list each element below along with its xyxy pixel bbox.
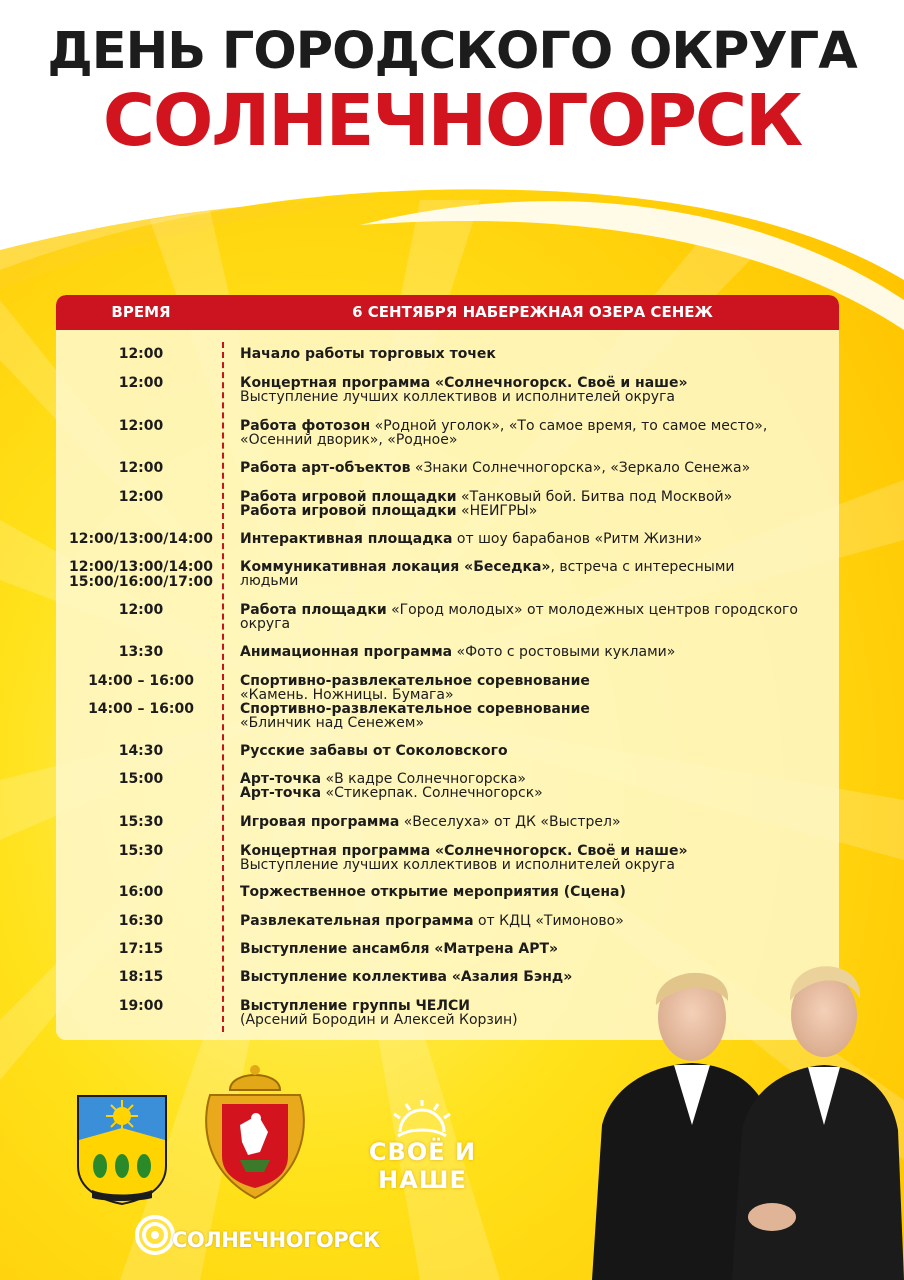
row-time-text: 12:00 [118, 489, 164, 505]
row-event [240, 702, 835, 730]
event-details: «Родной уголок», «То самое время, то самое место», [370, 418, 768, 434]
event-title: Выступление коллектива «Азалия Бэнд» [240, 969, 573, 985]
event-line-2: «Осенний дворик», «Родное» [240, 432, 458, 448]
row-event [240, 532, 835, 546]
row-time-text: 17:15 [118, 941, 164, 957]
event-line-1 [240, 603, 835, 617]
row-event [240, 744, 835, 758]
event-title: Русские забавы от Соколовского [240, 743, 508, 759]
event-details: «В кадре Солнечногорска» [321, 771, 526, 787]
event-line-1 [240, 532, 835, 546]
row-time [56, 603, 226, 618]
event-line-1 [240, 815, 835, 829]
row-time [56, 419, 226, 434]
row-time [56, 674, 226, 689]
event-title: Выступление ансамбля «Матрена АРТ» [240, 941, 559, 957]
event-line-1 [240, 744, 835, 758]
row-event [240, 645, 835, 659]
row-time-text: 18:15 [118, 969, 164, 985]
event-title: Арт-точка [240, 771, 322, 787]
title-line-2: СОЛНЕЧНОГОРСК [102, 79, 802, 162]
row-time [56, 815, 226, 830]
event-line-1 [240, 347, 835, 361]
row-event [240, 914, 835, 928]
row-event [240, 815, 835, 829]
solnechnogorsk-logo-text: СОЛНЕЧНОГОРСК [172, 1228, 380, 1252]
row-time-text: 15:30 [118, 843, 164, 859]
title-line-1: ДЕНЬ ГОРОДСКОГО ОКРУГА [47, 22, 857, 81]
event-details: «Знаки Солнечногорска», «Зеркало Сенежа» [410, 460, 751, 476]
row-time-text: 12:00 [118, 602, 164, 618]
event-title: Концертная программа «Солнечногорск. Своё и наше» [240, 843, 688, 859]
row-time [56, 914, 226, 929]
row-time [56, 347, 226, 362]
moscow-region-emblem-icon [200, 1060, 310, 1200]
chelsea-band-photo [592, 955, 904, 1280]
event-line-1 [240, 844, 835, 858]
row-time [56, 844, 226, 859]
event-line-2: «Блинчик над Сенежем» [240, 715, 425, 731]
event-line-2: округа [240, 616, 291, 632]
event-line-1 [240, 645, 835, 659]
row-time-text: 15:30 [118, 814, 164, 830]
row-time-text: 14:30 [118, 743, 164, 759]
event-details-2: «Стикерпак. Солнечногорск» [321, 785, 543, 801]
event-details: «Веселуха» от ДК «Выстрел» [399, 814, 621, 830]
row-time-text: 16:30 [118, 913, 164, 929]
event-title: Работа фотозон [240, 418, 371, 434]
event-title: Коммуникативная локация «Беседка» [240, 559, 551, 575]
city-coat-of-arms-icon [76, 1094, 168, 1206]
row-time-text: 15:00 [118, 771, 164, 787]
schedule-rows [56, 295, 839, 1040]
event-line-1 [240, 914, 835, 928]
svoe-i-nashe-logo-text: СВОЁ И НАШЕ [368, 1138, 477, 1194]
row-event [240, 942, 835, 956]
event-line-2: «Камень. Ножницы. Бумага» [240, 687, 454, 703]
row-time [56, 772, 226, 787]
event-title-2: Работа игровой площадки [240, 503, 457, 519]
row-time [56, 702, 226, 717]
row-time [56, 560, 226, 590]
row-time-text: 12:00/13:00/14:00 [69, 559, 213, 575]
row-time [56, 461, 226, 476]
event-title: Работа площадки [240, 602, 387, 618]
event-line-2: людьми [240, 573, 299, 589]
row-time [56, 532, 226, 547]
event-line-1 [240, 461, 835, 475]
event-title: Концертная программа «Солнечногорск. Своё и наше» [240, 375, 688, 391]
event-details: , встреча с интересными [550, 559, 735, 575]
event-line-3 [240, 786, 835, 800]
event-details-2: «НЕИГРЫ» [456, 503, 538, 519]
event-title: Торжественное открытие мероприятия (Сцена) [240, 884, 626, 900]
row-event [240, 419, 835, 447]
row-time [56, 744, 226, 759]
event-line-1 [240, 885, 835, 899]
schedule-panel [56, 295, 839, 1040]
row-time-text: 12:00 [118, 460, 164, 476]
row-event [240, 376, 835, 404]
event-line-1 [240, 702, 835, 716]
event-line-3 [240, 504, 835, 518]
event-details: «Город молодых» от молодежных центров городского [386, 602, 798, 618]
event-line-1 [240, 674, 835, 688]
event-title: Работа игровой площадки [240, 489, 457, 505]
row-time [56, 885, 226, 900]
event-title: Начало работы торговых точек [240, 346, 496, 362]
row-time-text: 19:00 [118, 998, 164, 1014]
event-title: Работа арт-объектов [240, 460, 411, 476]
row-event [240, 844, 835, 872]
row-time-text: 12:00 [118, 375, 164, 391]
row-event [240, 461, 835, 475]
event-line-2: Выступление лучших коллективов и исполнителей округа [240, 857, 676, 873]
event-line-1 [240, 772, 835, 786]
row-time-text-2: 15:00/16:00/17:00 [69, 574, 213, 590]
event-title: Выступление группы ЧЕЛСИ [240, 998, 470, 1014]
column-header-time: ВРЕМЯ [111, 303, 171, 321]
row-time [56, 942, 226, 957]
event-title: Развлекательная программа [240, 913, 474, 929]
event-line-1 [240, 560, 835, 574]
row-time-text: 14:00 – 16:00 [88, 701, 194, 717]
event-details: от КДЦ «Тимоново» [473, 913, 624, 929]
row-time [56, 376, 226, 391]
event-line-1 [240, 376, 835, 390]
row-event [240, 603, 835, 631]
event-line-2: (Арсений Бородин и Алексей Корзин) [240, 1012, 518, 1028]
row-time [56, 490, 226, 505]
row-time [56, 970, 226, 985]
event-details: «Танковый бой. Битва под Москвой» [456, 489, 733, 505]
event-line-2: Выступление лучших коллективов и исполнителей округа [240, 389, 676, 405]
row-time-text: 12:00 [118, 418, 164, 434]
row-event [240, 674, 835, 702]
row-event [240, 772, 835, 800]
row-time [56, 645, 226, 660]
row-time-text: 16:00 [118, 884, 164, 900]
row-time [56, 999, 226, 1014]
row-event [240, 490, 835, 518]
row-time-text: 14:00 – 16:00 [88, 673, 194, 689]
row-time-text: 12:00/13:00/14:00 [69, 531, 213, 547]
event-line-1 [240, 419, 835, 433]
row-event [240, 560, 835, 588]
event-title: Анимационная программа [240, 644, 453, 660]
column-header-event: 6 СЕНТЯБРЯ НАБЕРЕЖНАЯ ОЗЕРА СЕНЕЖ [352, 303, 713, 321]
event-line-1 [240, 942, 835, 956]
row-time-text: 12:00 [118, 346, 164, 362]
row-event [240, 347, 835, 361]
event-title-2: Арт-точка [240, 785, 322, 801]
event-title: Спортивно-развлекательное соревнование [240, 701, 590, 717]
event-title: Интерактивная площадка [240, 531, 453, 547]
event-details: «Фото с ростовыми куклами» [452, 644, 676, 660]
row-time-text: 13:30 [118, 644, 164, 660]
row-event [240, 885, 835, 899]
event-title: Игровая программа [240, 814, 400, 830]
event-details: от шоу барабанов «Ритм Жизни» [452, 531, 703, 547]
event-line-1 [240, 490, 835, 504]
event-title: Спортивно-развлекательное соревнование [240, 673, 590, 689]
